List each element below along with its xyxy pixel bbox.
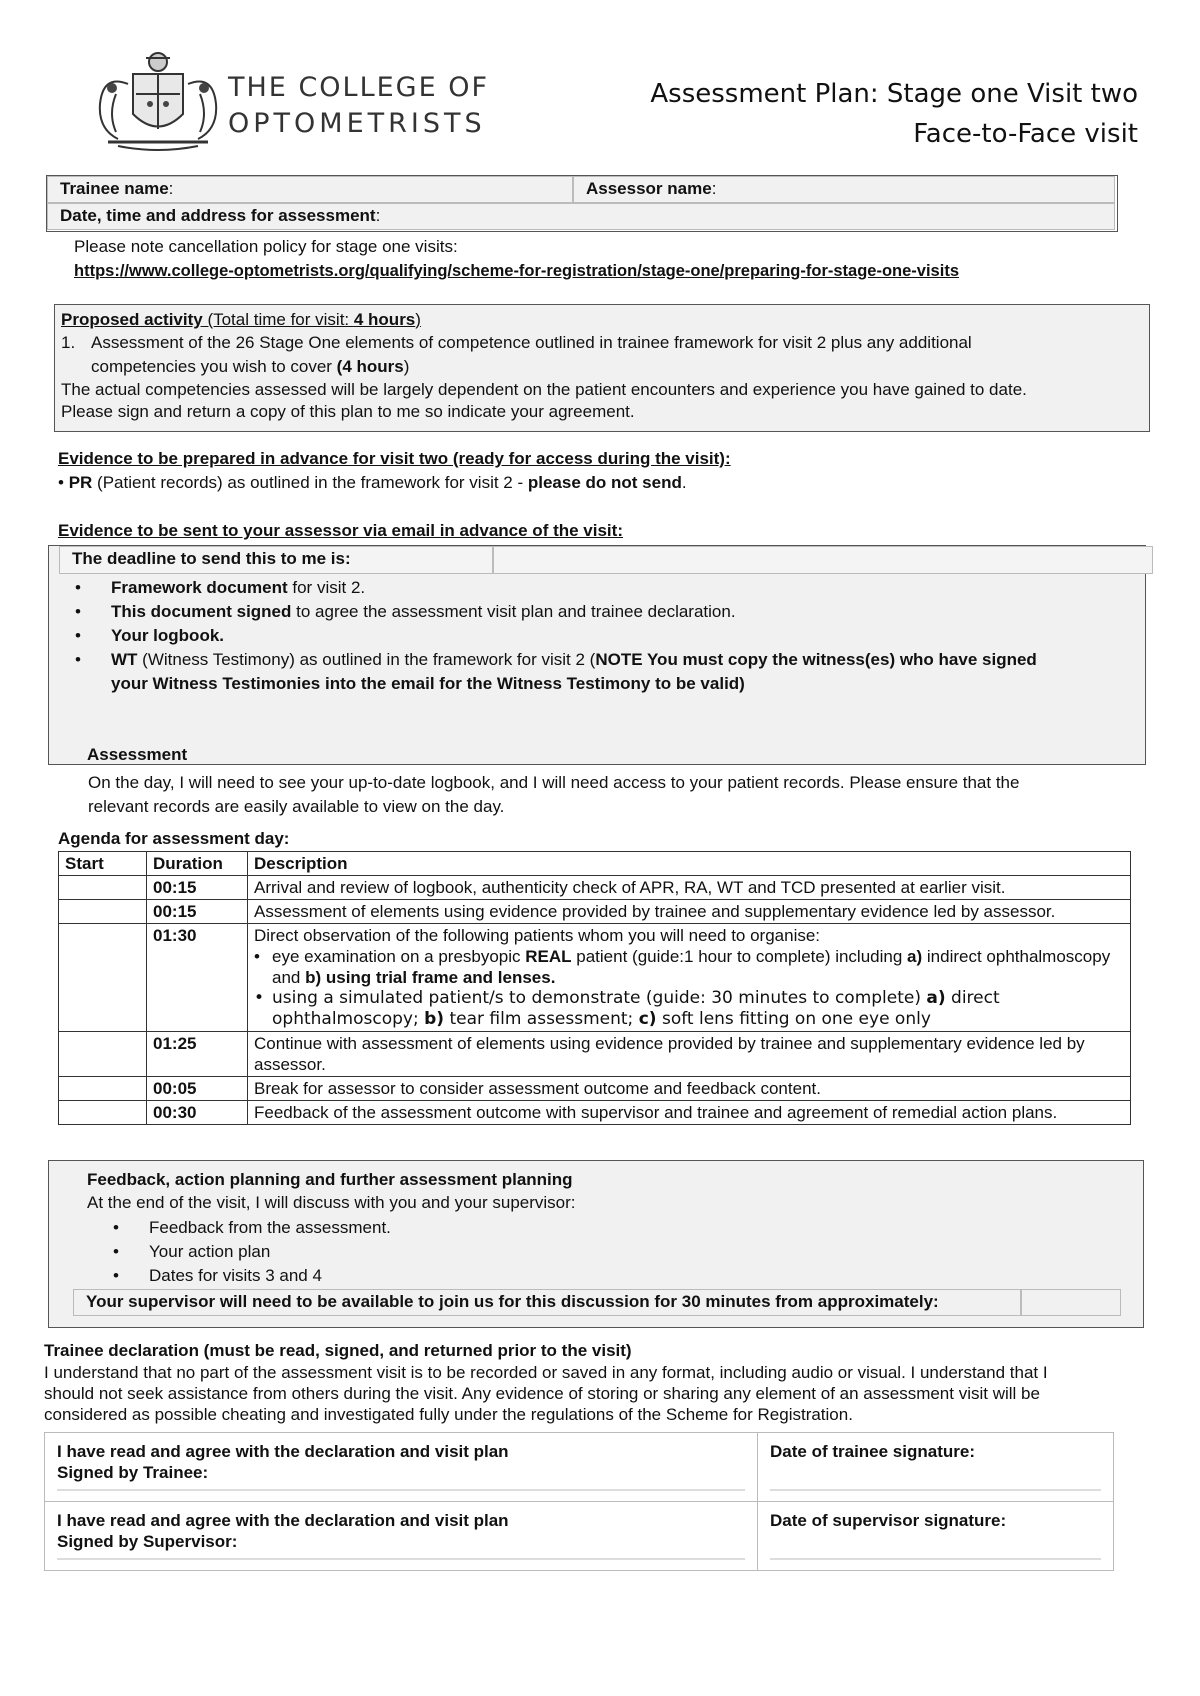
obs1-b: patient (guide:1 hour to complete) including xyxy=(571,947,908,966)
supervisor-signature-field[interactable] xyxy=(45,1502,758,1571)
assessment-date-address-field[interactable] xyxy=(47,203,1115,230)
declaration-line-1: I understand that no part of the assessment visit is to be recorded or saved in any format, including audio or visual. I understand that I xyxy=(44,1363,1048,1382)
list-item: • Feedback from the assessment. xyxy=(99,1216,391,1240)
trainee-date-field[interactable] xyxy=(758,1433,1114,1502)
item-close: ) xyxy=(403,357,410,376)
description-cell: Assessment of elements using evidence provided by trainee and supplementary evidence led by assessor. xyxy=(248,900,1131,924)
duration-cell: 00:15 xyxy=(147,900,248,924)
organisation-name-line1: THE COLLEGE OF xyxy=(228,72,490,103)
total-time-value: 4 hours xyxy=(353,310,416,329)
feedback-list xyxy=(99,1216,391,1288)
obs1-real: REAL xyxy=(525,947,572,966)
start-cell[interactable] xyxy=(59,900,147,924)
obs2-bl: b) xyxy=(424,1009,445,1029)
page-title xyxy=(650,74,1138,154)
proposed-para-1: The actual competencies assessed will be largely dependent on the patient encounters and experience you have gained to date. xyxy=(61,380,1027,399)
feedback-intro: At the end of the visit, I will discuss with you and your supervisor: xyxy=(87,1193,576,1212)
obs2-d: soft lens fitting on one eye only xyxy=(656,1009,931,1029)
item-bold: Framework document xyxy=(111,578,288,597)
wt-note-1: NOTE You must copy the witness(es) who have signed xyxy=(595,650,1037,669)
proposed-activity-item xyxy=(61,331,1143,379)
duration-cell: 00:15 xyxy=(147,876,248,900)
proposed-activity-heading-line xyxy=(61,309,1143,331)
total-time-prefix: (Total time for visit: xyxy=(202,310,354,329)
supervisor-time-field[interactable] xyxy=(1021,1289,1121,1316)
obs2-a: using a simulated patient/s to demonstrate (guide: 30 minutes to complete) xyxy=(272,988,927,1008)
colon: : xyxy=(375,206,381,225)
start-cell[interactable] xyxy=(59,1101,147,1125)
item-bold: Your logbook. xyxy=(111,626,225,645)
item-text-line1: Assessment of the 26 Stage One elements of competence outlined in trainee framework for visit 2 plus any additional xyxy=(91,333,972,352)
evidence-advance-item xyxy=(58,472,687,494)
description-cell: Feedback of the assessment outcome with supervisor and trainee and agreement of remedial action plans. xyxy=(248,1101,1131,1125)
supervisor-note-cell xyxy=(73,1289,1021,1316)
obs2-b: direct ophthalmoscopy; xyxy=(272,988,1000,1029)
cancellation-note: Please note cancellation policy for stage one visits: xyxy=(74,237,458,256)
feedback-heading: Feedback, action planning and further assessment planning xyxy=(87,1170,573,1189)
description-cell: Arrival and review of logbook, authenticity check of APR, RA, WT and TCD presented at earlier visit. xyxy=(248,876,1131,900)
list-item: • Your action plan xyxy=(99,1240,391,1264)
table-row xyxy=(59,876,1131,900)
pr-text: (Patient records) as outlined in the framework for visit 2 - xyxy=(92,473,528,492)
evidence-email-list xyxy=(61,576,1131,696)
declaration-line-2: should not seek assistance from others during the visit. Any evidence of storing or sharing any element of an assessment visit will be xyxy=(44,1384,1040,1403)
duration-cell: 01:25 xyxy=(147,1032,248,1077)
pr-label: PR xyxy=(68,473,93,492)
list-item xyxy=(254,988,1124,1030)
date-address-label: Date, time and address for assessment xyxy=(60,206,376,225)
item-text-line2: competencies you wish to cover xyxy=(91,357,337,376)
feedback-box xyxy=(48,1160,1144,1328)
signature-line xyxy=(770,1558,1101,1560)
assessment-text-2: relevant records are easily available to view on the day. xyxy=(88,797,505,816)
table-row xyxy=(59,1032,1131,1077)
header-start: Start xyxy=(59,852,147,876)
assessor-name-label: Assessor name xyxy=(586,179,712,198)
bullet: • xyxy=(58,473,69,492)
signed-by-trainee-label: Signed by Trainee: xyxy=(57,1463,209,1482)
item-hours: (4 hours xyxy=(336,357,404,376)
obs1-c: indirect ophthalmoscopy and xyxy=(272,947,1111,987)
table-header-row xyxy=(59,852,1131,876)
assessment-heading: Assessment xyxy=(87,745,188,764)
do-not-send: please do not send xyxy=(527,473,682,492)
cancellation-policy-link[interactable]: https://www.college-optometrists.org/qualifying/scheme-for-registration/stage-one/preparing-for-stage-one-visits xyxy=(74,262,959,280)
assessor-name-field[interactable] xyxy=(573,176,1115,203)
duration-cell: 00:30 xyxy=(147,1101,248,1125)
signature-line xyxy=(57,1558,745,1560)
list-item xyxy=(254,946,1124,988)
agenda-table xyxy=(58,851,1131,1125)
table-row xyxy=(59,924,1131,1032)
supervisor-date-field[interactable] xyxy=(758,1502,1114,1571)
date-trainee-label: Date of trainee signature: xyxy=(770,1442,975,1461)
table-row xyxy=(59,1101,1131,1125)
list-item xyxy=(61,576,1131,600)
list-item: • Dates for visits 3 and 4 xyxy=(99,1264,391,1288)
signature-line xyxy=(770,1489,1101,1491)
duration-cell: 00:05 xyxy=(147,1077,248,1101)
obs1-d: b) using trial frame and lenses. xyxy=(305,968,556,987)
college-crest-logo xyxy=(88,44,228,152)
description-cell: Break for assessor to consider assessment outcome and feedback content. xyxy=(248,1077,1131,1101)
obs2-cl: c) xyxy=(638,1009,657,1029)
proposed-para-2: Please sign and return a copy of this plan to me so indicate your agreement. xyxy=(61,402,635,421)
total-time-suffix: ) xyxy=(415,310,421,329)
signed-by-supervisor-label: Signed by Supervisor: xyxy=(57,1532,238,1551)
organisation-name-line2: OPTOMETRISTS xyxy=(228,108,486,139)
start-cell[interactable] xyxy=(59,924,147,1032)
declaration-heading: Trainee declaration (must be read, signed, and returned prior to the visit) xyxy=(44,1341,632,1360)
description-cell xyxy=(248,924,1131,1032)
supervisor-note: Your supervisor will need to be available to join us for this discussion for 30 minutes from approximately: xyxy=(86,1292,939,1311)
wt-label: WT xyxy=(111,650,138,669)
pr-end: . xyxy=(681,473,687,492)
list-item xyxy=(61,624,1131,648)
start-cell[interactable] xyxy=(59,1077,147,1101)
trainee-details-box xyxy=(46,175,1118,232)
observation-intro: Direct observation of the following patients whom you will need to organise: xyxy=(254,926,821,945)
trainee-name-label: Trainee name xyxy=(60,179,169,198)
obs1-a-label: a) xyxy=(907,947,923,966)
signature-line xyxy=(57,1489,745,1491)
supervisor-signature-row xyxy=(45,1502,1114,1571)
table-row xyxy=(59,900,1131,924)
colon: : xyxy=(168,179,174,198)
signature-table xyxy=(44,1432,1114,1571)
deadline-value-field[interactable] xyxy=(493,546,1153,574)
trainee-signature-row xyxy=(45,1433,1114,1502)
declaration-line-3: considered as possible cheating and investigated fully under the regulations of the Scheme for Registration. xyxy=(44,1405,853,1424)
header-description: Description xyxy=(248,852,1131,876)
assessment-text-1: On the day, I will need to see your up-to-date logbook, and I will need access to your patient records. Please ensure that the xyxy=(88,773,1020,792)
start-cell[interactable] xyxy=(59,876,147,900)
trainee-signature-field[interactable] xyxy=(45,1433,758,1502)
table-row xyxy=(59,1077,1131,1101)
evidence-email-box xyxy=(48,545,1146,765)
list-item xyxy=(61,600,1131,624)
proposed-activity-box xyxy=(54,304,1150,432)
item-text: for visit 2. xyxy=(287,578,366,597)
item-bold: This document signed xyxy=(111,602,292,621)
deadline-label-cell xyxy=(59,546,493,574)
wt-note-2: your Witness Testimonies into the email for the Witness Testimony to be valid) xyxy=(111,674,745,693)
obs2-al: a) xyxy=(926,988,946,1008)
duration-cell: 01:30 xyxy=(147,924,248,1032)
evidence-advance-heading: Evidence to be prepared in advance for visit two (ready for access during the visit): xyxy=(58,449,731,468)
trainee-name-field[interactable] xyxy=(47,176,573,203)
observation-list xyxy=(254,946,1124,1030)
page-title-line2: Face-to-Face visit xyxy=(913,119,1138,149)
date-supervisor-label: Date of supervisor signature: xyxy=(770,1511,1007,1530)
declaration-text xyxy=(44,1362,1048,1425)
obs1-a: eye examination on a presbyopic xyxy=(272,947,526,966)
header-duration: Duration xyxy=(147,852,248,876)
page-title-line1: Assessment Plan: Stage one Visit two xyxy=(650,79,1138,109)
agree-text: I have read and agree with the declaration and visit plan xyxy=(57,1511,509,1530)
wt-text: (Witness Testimony) as outlined in the framework for visit 2 ( xyxy=(137,650,596,669)
list-item xyxy=(61,648,1131,696)
item-number: 1. xyxy=(61,333,76,352)
start-cell[interactable] xyxy=(59,1032,147,1077)
evidence-email-heading: Evidence to be sent to your assessor via email in advance of the visit: xyxy=(58,521,623,540)
description-cell: Continue with assessment of elements using evidence provided by trainee and supplementary evidence led by assessor. xyxy=(248,1032,1131,1077)
organisation-name xyxy=(228,70,489,142)
colon: : xyxy=(711,179,717,198)
agree-text: I have read and agree with the declaration and visit plan xyxy=(57,1442,509,1461)
agenda-heading: Agenda for assessment day: xyxy=(58,829,290,848)
item-text: to agree the assessment visit plan and trainee declaration. xyxy=(291,602,736,621)
obs2-c: tear film assessment; xyxy=(444,1009,639,1029)
deadline-label: The deadline to send this to me is: xyxy=(72,549,351,568)
proposed-activity-heading: Proposed activity xyxy=(61,310,203,329)
